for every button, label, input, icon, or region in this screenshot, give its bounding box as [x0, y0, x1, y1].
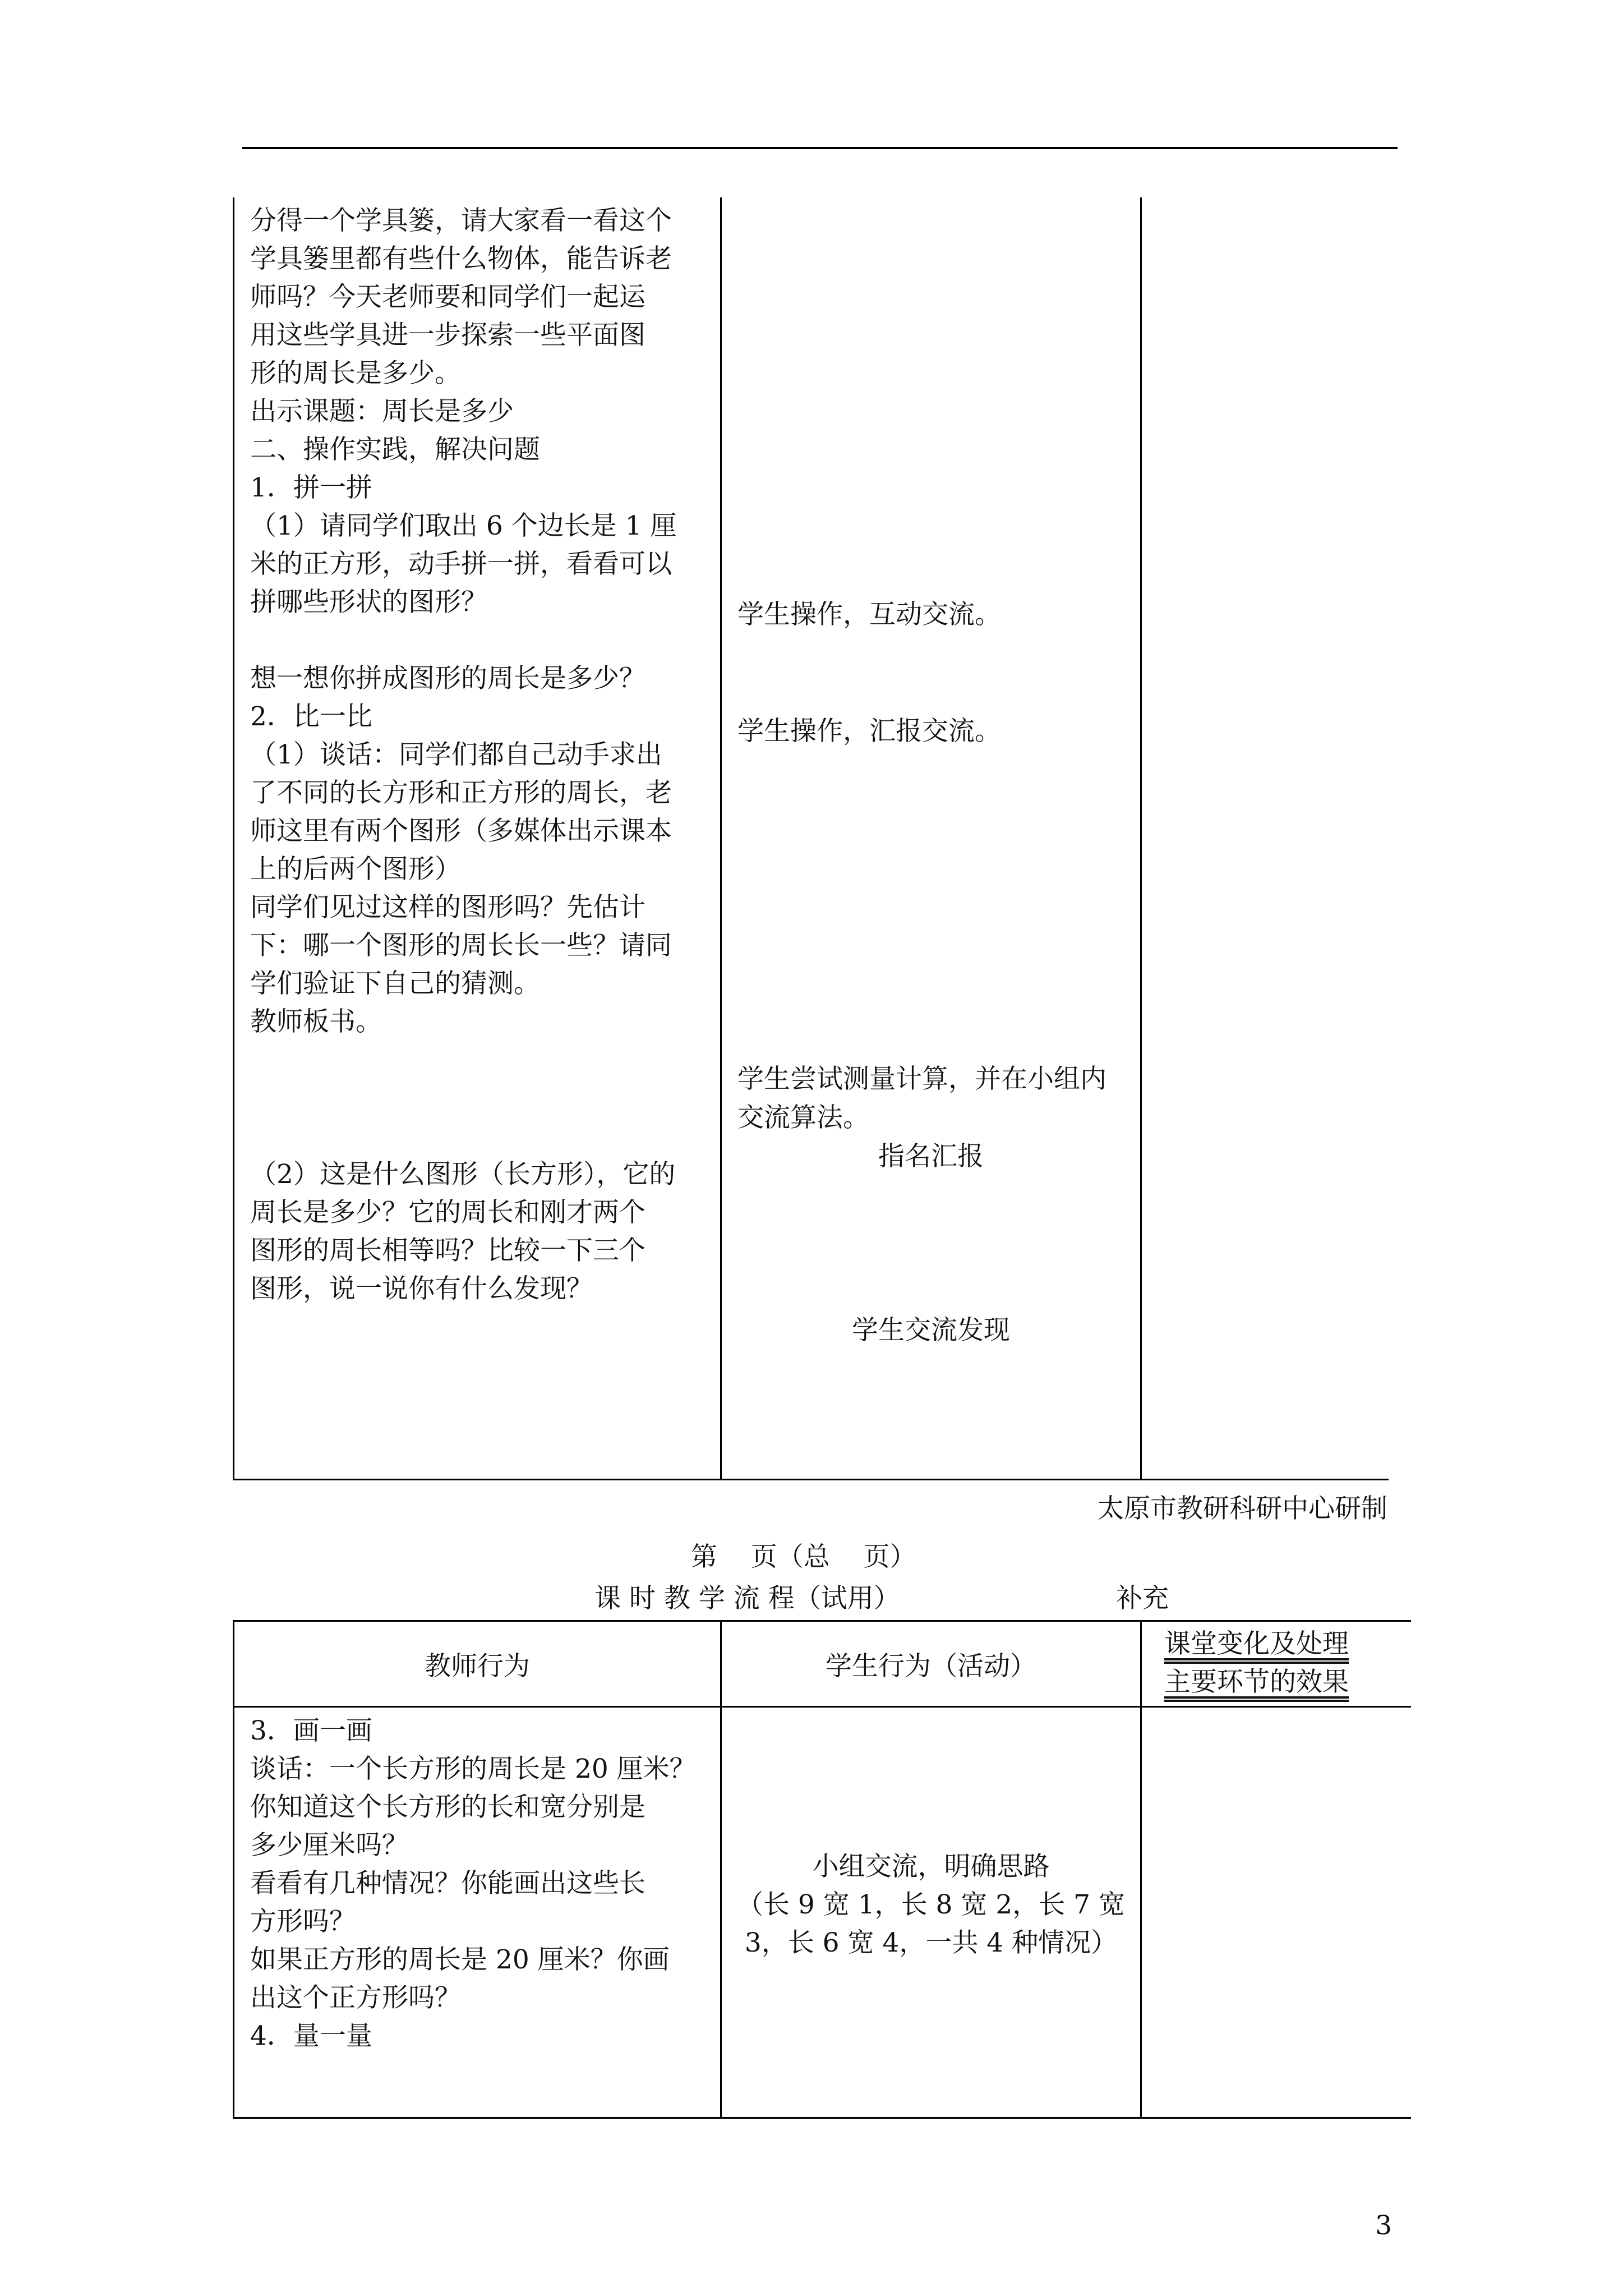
- teacher-text-line: [250, 622, 720, 660]
- student-activity-5: 学生交流发现: [852, 1315, 1010, 1346]
- header-effect-line2: 主要环节的效果: [1164, 1667, 1349, 1697]
- student-behavior-cell-2: [721, 1707, 1141, 2118]
- teacher-text-line: （2）这是什么图形（长方形），它的: [250, 1159, 676, 1190]
- teacher-text-line: [250, 1117, 720, 1156]
- teacher-text-line: 图形的周长相等吗？比较一下三个: [250, 1235, 645, 1266]
- teacher-text-2-line: 3．画一画: [250, 1715, 372, 1746]
- student-activity-3: 学生尝试测量计算，并在小组内: [737, 1064, 1106, 1094]
- teacher-text-line: 师这里有两个图形（多媒体出示课本: [250, 816, 672, 846]
- teacher-text-line: （1）请同学们取出 6 个边长是 1 厘: [250, 510, 677, 541]
- header-effect-line1: 课堂变化及处理: [1164, 1628, 1349, 1659]
- teacher-text-line: 想一想你拼成图形的周长是多少？: [250, 663, 645, 694]
- student-text-2-line: （长 9 宽 1，长 8 宽 2，长 7 宽: [736, 1889, 1126, 1920]
- teacher-text-line: 师吗？今天老师要和同学们一起运: [250, 282, 645, 312]
- teacher-text-line: 二、操作实践，解决问题: [250, 434, 540, 465]
- header-student: 学生行为（活动）: [721, 1621, 1141, 1707]
- teacher-text-line: 2．比一比: [250, 701, 372, 732]
- student-text-2-line: 3，长 6 宽 4，一共 4 种情况）: [744, 1927, 1118, 1958]
- header-rule: [242, 147, 1398, 149]
- teacher-text-line: 教师板书。: [250, 1006, 382, 1037]
- lesson-flow-title: 课 时 教 学 流 程（试用）: [594, 1583, 900, 1614]
- teacher-text-2-line: 方形吗？: [250, 1906, 356, 1937]
- teacher-behavior-text-2: [234, 1708, 720, 2117]
- teacher-text-line: 学们验证下自己的猜测。: [250, 968, 540, 999]
- teacher-text-line: 拼哪些形状的图形？: [250, 587, 487, 618]
- supplement-label: 补充: [1116, 1583, 1169, 1614]
- teacher-text-line: 用这些学具进一步探索一些平面图: [250, 320, 645, 351]
- teacher-behavior-cell: [234, 197, 721, 1480]
- teacher-text-line: 分得一个学具篓，请大家看一看这个: [250, 205, 672, 236]
- teacher-text-2-line: 4．量一量: [250, 2021, 372, 2051]
- student-behavior-text-2: [722, 1708, 1140, 2117]
- effect-notes-cell-2: [1141, 1707, 1412, 2118]
- teacher-text-line: [250, 1079, 720, 1117]
- teacher-text-line: 上的后两个图形）: [250, 854, 461, 885]
- lesson-flow-table-continued: [233, 197, 1389, 1480]
- student-activity-3-cont: 交流算法。: [737, 1102, 869, 1133]
- teacher-text-2-line: 如果正方形的周长是 20 厘米？你画: [250, 1944, 670, 1975]
- teacher-text-2-line: 看看有几种情况？你能画出这些长: [250, 1868, 645, 1899]
- teacher-text-line: 了不同的长方形和正方形的周长，老: [250, 777, 672, 808]
- teacher-text-line: 图形，说一说你有什么发现？: [250, 1273, 593, 1304]
- teacher-text-2-line: 你知道这个长方形的长和宽分别是: [250, 1792, 645, 1823]
- teacher-text-2-line: 出这个正方形吗？: [250, 1982, 461, 2013]
- teacher-text-line: 周长是多少？它的周长和刚才两个: [250, 1197, 645, 1228]
- teacher-text-line: [250, 1041, 720, 1079]
- teacher-text-2-line: 谈话：一个长方形的周长是 20 厘米？: [250, 1754, 696, 1784]
- student-activity-4: 指名汇报: [878, 1141, 984, 1172]
- teacher-text-line: 学具篓里都有些什么物体，能告诉老: [250, 243, 672, 274]
- teacher-text-line: 下：哪一个图形的周长长一些？请同: [250, 930, 672, 961]
- teacher-text-line: 形的周长是多少。: [250, 358, 461, 389]
- student-behavior-cell: [721, 197, 1141, 1480]
- teacher-text-line: 出示课题：周长是多少: [250, 396, 514, 427]
- teacher-text-line: （1）谈话：同学们都自己动手求出: [250, 739, 662, 770]
- teacher-text-line: 同学们见过这样的图形吗？先估计: [250, 892, 645, 923]
- student-activity-2: 学生操作，汇报交流。: [737, 716, 1001, 747]
- lesson-flow-table: [233, 1620, 1411, 2119]
- page-count-line: 第 页（总 页）: [691, 1542, 916, 1572]
- teacher-text-2-line: 多少厘米吗？: [250, 1830, 408, 1861]
- student-text-2-line: 小组交流，明确思路: [812, 1851, 1050, 1882]
- student-behavior-text: [722, 197, 1140, 1479]
- student-discussion: [722, 1848, 1140, 1962]
- teacher-behavior-cell-2: [234, 1707, 721, 2118]
- page-number: 3: [1375, 2210, 1392, 2241]
- organization-credit: 太原市教研科研中心研制: [1098, 1493, 1387, 1524]
- effect-notes-cell: [1141, 197, 1389, 1480]
- teacher-text-line: 1．拼一拼: [250, 472, 372, 503]
- header-effect: [1141, 1621, 1412, 1707]
- teacher-text-line: 米的正方形，动手拼一拼，看看可以: [250, 549, 672, 579]
- student-activity-1: 学生操作，互动交流。: [737, 599, 1001, 630]
- teacher-behavior-text: [234, 197, 720, 1479]
- header-teacher: 教师行为: [234, 1621, 721, 1707]
